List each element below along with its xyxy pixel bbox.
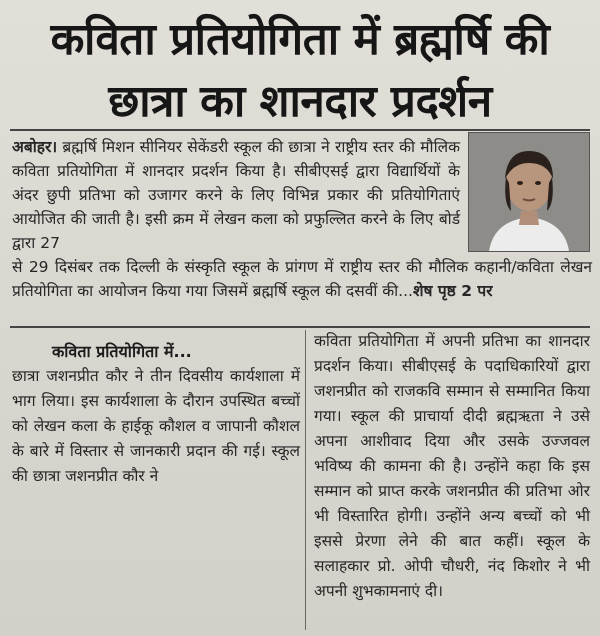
continuation-left-text: छात्रा जशनप्रीत कौर ने तीन दिवसीय कार्यशाला में भाग लिया। इस कार्यशाला के दौरान उपस्थित बच्चों को लेखन कला के हाईकू कौशल व जापानी कौशल के बारे में विस्तार से जानकारी प्रदान की गई। स्कूल की छात्रा जशनप्रीत कौर ने [12,367,300,485]
headline-line-2: छात्रा का शानदार प्रदर्शन [108,76,492,127]
section-divider [10,326,590,328]
student-photo [468,132,590,252]
headline-line-1: कविता प्रतियोगिता में ब्रह्मर्षि की [50,14,550,65]
intro-paragraph [12,135,460,255]
continuation-left-column [12,340,300,489]
continuation-right-column [314,329,590,604]
continued-on-page-2: शेष पृष्ठ 2 पर [412,282,493,300]
headline-divider [10,129,590,131]
dateline: अबोहर। [12,138,58,156]
student-portrait-icon [469,133,589,251]
intro-continued-paragraph [12,255,592,303]
intro-continued-text: से 29 दिसंबर तक दिल्ली के संस्कृति स्कूल के प्रांगण में राष्ट्रीय स्तर की मौलिक कहानी/कविता लेखन प्रतियोगिता का आयोजन किया गया जिसमें ब्रह्मर्षि स्कूल की दसवीं की... [12,258,592,300]
continuation-right-text: कविता प्रतियोगिता में अपनी प्रतिभा का शानदार प्रदर्शन किया। सीबीएसई के पदाधिकारियों द्वारा जशनप्रीत को राजकवि सम्मान से सम्मानित किया गया। स्कूल की प्राचार्या दीदी ब्रह्मऋता ने उसे अपना आशीवाद दिया और उसके उज्जवल भविष्य की कामना की है। उन्होंने कहा कि इस सम्मान को प्राप्त करके जशनप्रीत की प्रतिभा ओर भी विस्तारित होगी। उन्होंने अन्य बच्चों को भी इससे प्रेरणा लेने की बात कहीं। स्कूल के सलाहकार प्रो. ओपी चौधरी, नंद किशोर ने भी अपनी शुभकामनाएं दी। [314,332,590,600]
intro-text: ब्रह्मर्षि मिशन सीनियर सेकेंडरी स्कूल की छात्रा ने राष्ट्रीय स्तर की मौलिक कविता प्रतियोगिता में शानदार प्रदर्शन किया है। सीबीएसई द्वारा विद्यार्थियों के अंदर छुपी प्रतिभा को उजागर करने के लिए विभिन्न प्रकार की प्रतियोगिताएं आयोजित की जाती है। इसी क्रम में लेखन कला को प्रफुल्लित करने के लिए बोर्ड द्वारा 27 [12,138,460,252]
column-divider [305,330,306,630]
continuation-subhead: कविता प्रतियोगिता में... [52,342,192,361]
